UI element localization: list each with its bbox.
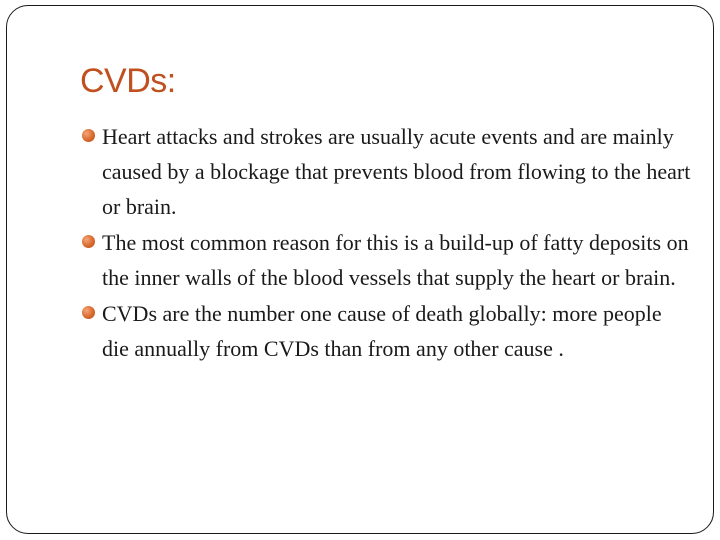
bullet-text: CVDs are the number one cause of death globally: more people die annually from CVDs than from any other cause . bbox=[102, 301, 662, 361]
bullet-dot-icon bbox=[82, 129, 95, 142]
slide-title: CVDs: bbox=[80, 62, 176, 100]
bullet-dot-icon bbox=[82, 306, 95, 319]
bullet-item-fatty-deposits bbox=[82, 225, 692, 295]
bullet-item-heart-attacks bbox=[82, 119, 692, 224]
bullet-dot-icon bbox=[82, 235, 95, 248]
bullet-item-leading-cause bbox=[82, 296, 692, 366]
bullet-text: Heart attacks and strokes are usually acute events and are mainly caused by a blockage that prevents blood from flowing to the heart or brain. bbox=[102, 124, 691, 219]
bullet-text: The most common reason for this is a build-up of fatty deposits on the inner walls of the blood vessels that supply the heart or brain. bbox=[102, 230, 689, 290]
bullet-list bbox=[82, 119, 692, 367]
